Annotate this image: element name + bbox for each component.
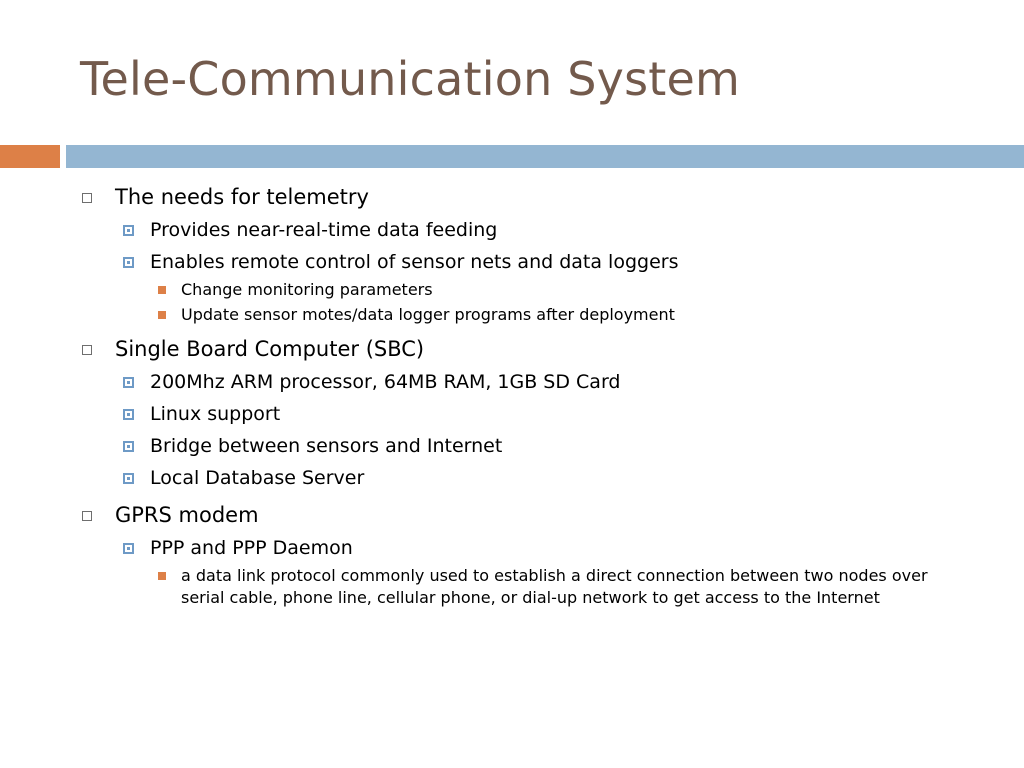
hollow-square-bullet-icon	[82, 345, 92, 355]
bullet-level2	[0, 368, 1024, 396]
bullet-text: GPRS modem	[115, 503, 259, 527]
bullet-text: Bridge between sensors and Internet	[150, 435, 503, 457]
filled-square-bullet-icon	[158, 311, 166, 319]
filled-square-bullet-icon	[158, 572, 166, 580]
bullet-level2	[0, 216, 1024, 244]
boxed-square-bullet-icon	[123, 473, 134, 484]
bullet-text: Update sensor motes/data logger programs after deployment	[181, 305, 675, 324]
bullet-text: Enables remote control of sensor nets and data loggers	[150, 251, 679, 273]
bullet-text: Local Database Server	[150, 467, 365, 489]
bullet-text: The needs for telemetry	[115, 185, 369, 209]
boxed-square-bullet-icon	[123, 409, 134, 420]
bullet-text: Linux support	[150, 403, 281, 425]
bullet-level2	[0, 400, 1024, 428]
bullet-list	[0, 180, 1024, 609]
boxed-square-bullet-icon	[123, 543, 134, 554]
bullet-level2	[0, 432, 1024, 460]
bullet-level1	[0, 334, 1024, 364]
boxed-square-bullet-icon	[123, 225, 134, 236]
bullet-level1	[0, 500, 1024, 530]
hollow-square-bullet-icon	[82, 511, 92, 521]
boxed-square-bullet-icon	[123, 257, 134, 268]
accent-bar-blue	[66, 145, 1024, 168]
bullet-level3	[0, 565, 1024, 609]
bullet-level3	[0, 304, 1024, 326]
bullet-text: a data link protocol commonly used to establish a direct connection between two nodes over serial cable, phone line, cellular phone, or dial-up network to get access to the Internet	[181, 566, 928, 607]
filled-square-bullet-icon	[158, 286, 166, 294]
boxed-square-bullet-icon	[123, 441, 134, 452]
bullet-text: PPP and PPP Daemon	[150, 537, 353, 559]
bullet-text: Change monitoring parameters	[181, 280, 433, 299]
bullet-level2	[0, 464, 1024, 492]
hollow-square-bullet-icon	[82, 193, 92, 203]
boxed-square-bullet-icon	[123, 377, 134, 388]
bullet-level3	[0, 279, 1024, 301]
bullet-text: 200Mhz ARM processor, 64MB RAM, 1GB SD Card	[150, 371, 621, 393]
bullet-level1	[0, 182, 1024, 212]
bullet-level2	[0, 248, 1024, 276]
slide-title: Tele-Communication System	[80, 52, 740, 106]
bullet-text: Single Board Computer (SBC)	[115, 337, 425, 361]
bullet-text: Provides near-real-time data feeding	[150, 219, 498, 241]
accent-bar-orange	[0, 145, 60, 168]
bullet-level2	[0, 534, 1024, 562]
